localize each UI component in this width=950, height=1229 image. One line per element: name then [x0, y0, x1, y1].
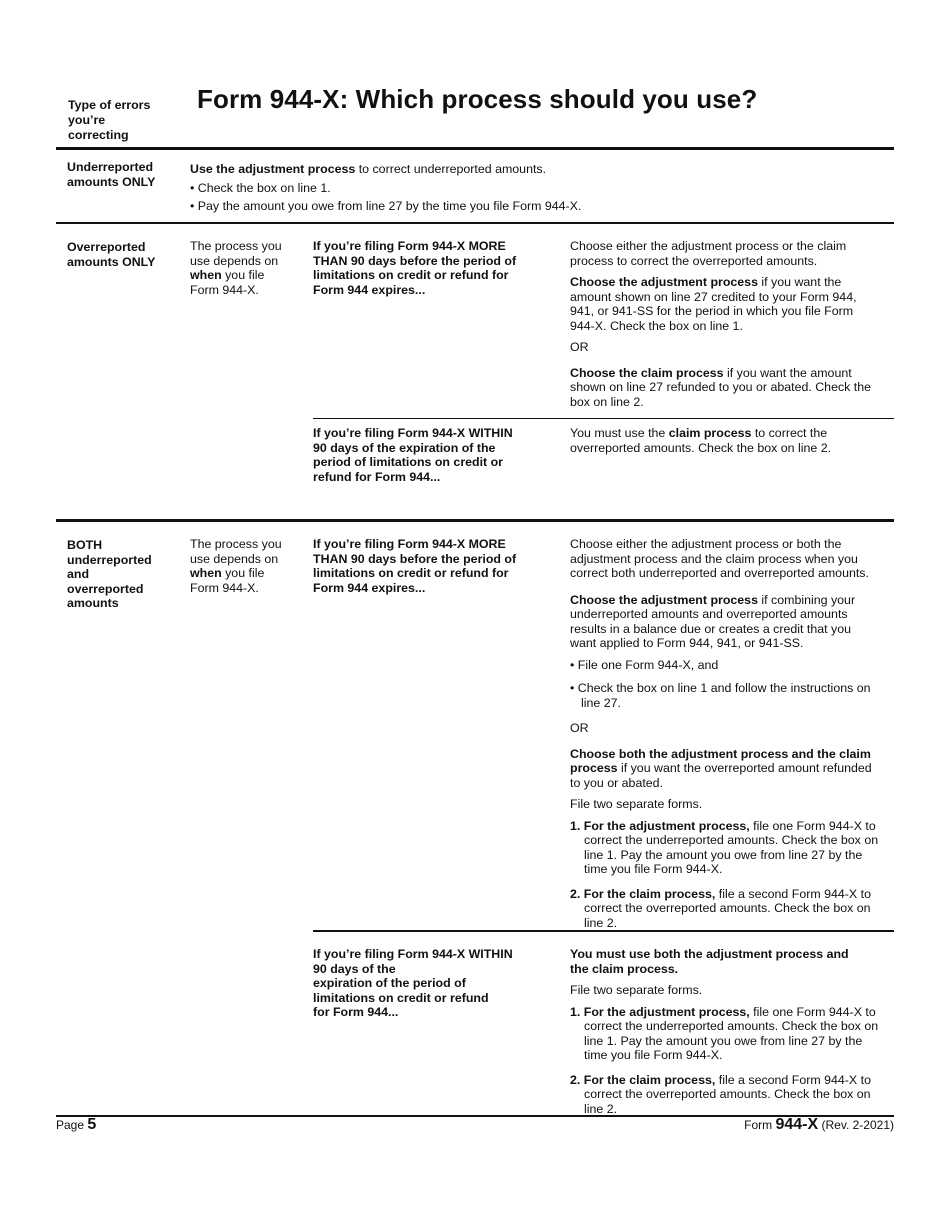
both-within-step-1-bold: 1. For the adjustment process, — [570, 1004, 750, 1019]
over-more-than-options — [570, 239, 880, 416]
both-more-than-options — [570, 537, 880, 937]
both-adjustment-rest: if combining your underreported amounts and overreported amounts results in a balance due or creates a credit that you want applied to Form 944, 941, or 941-SS. — [570, 592, 856, 650]
both-bullet-file-one: • File one Form 944-X, and — [570, 657, 719, 672]
both-subdivider — [313, 930, 894, 932]
both-within-step-2-bold: 2. For the claim process, — [570, 1072, 716, 1087]
both-both-option — [570, 747, 880, 791]
over-adjustment-option — [570, 275, 880, 333]
both-within-step-2-rest: file a second Form 944-X to correct the overreported amounts. Check the box on line 2. — [584, 1072, 871, 1116]
over-must-bold: claim process — [668, 426, 752, 440]
both-more-than-90: If you’re filing Form 944-X MORE THAN 90 days before the period of limitations on credit or refund for Form 944 expires... — [313, 537, 517, 595]
footer-divider — [56, 1115, 894, 1117]
column-header-type-of-errors: Type of errors you’re correcting — [68, 98, 151, 142]
form-label: Form — [744, 1118, 776, 1132]
both-step-2-bold: 2. For the claim process, — [570, 886, 716, 901]
page-number — [56, 1118, 96, 1133]
over-claim-option — [570, 366, 880, 410]
both-depends-text-2: you file Form 944-X. — [190, 566, 265, 595]
page-title: Form 944-X: Which process should you use? — [197, 84, 758, 114]
page-num: 5 — [87, 1116, 97, 1133]
both-step-2 — [570, 887, 880, 931]
over-subdivider — [313, 418, 894, 419]
form-num: 944-X — [775, 1116, 819, 1133]
both-both-bold: Choose both the adjustment process and the claim process — [570, 746, 871, 775]
both-step-1-rest: file one Form 944-X to correct the underreported amounts. Check the box on line 1. Pay the amount you owe from line 27 by the time you file Form 944-X. — [584, 818, 879, 876]
over-within-instruction — [570, 426, 880, 462]
both-depends-on-when — [190, 537, 290, 595]
both-adjustment-bold: Choose the adjustment process — [570, 592, 758, 607]
both-two-forms-2: File two separate forms. — [570, 983, 703, 997]
both-within-step-1 — [570, 1005, 880, 1063]
over-depends-when: when — [190, 268, 222, 282]
both-depends-when: when — [190, 566, 222, 580]
both-two-forms: File two separate forms. — [570, 797, 703, 811]
both-step-1 — [570, 819, 880, 877]
both-within-90 — [313, 947, 528, 1020]
over-choose-either: Choose either the adjustment process or the claim process to correct the overreported amounts. — [570, 239, 847, 268]
over-within-90: If you’re filing Form 944-X WITHIN 90 days of the expiration of the period of limitations on credit or refund for Form 944... — [313, 426, 513, 484]
both-within-line-1: If you’re filing Form 944-X WITHIN 90 days of the — [313, 947, 513, 976]
under-adjustment-bold: Use the adjustment process — [190, 162, 356, 176]
both-bullet-check-box: • Check the box on line 1 and follow the instructions on line 27. — [570, 681, 871, 710]
form-identifier — [744, 1118, 894, 1133]
both-adjustment-option — [570, 593, 880, 651]
type-underreported: Underreported amounts ONLY — [67, 160, 156, 189]
under-adjustment-rest: to correct underreported amounts. — [355, 162, 547, 176]
type-overreported: Overreported amounts ONLY — [67, 240, 156, 269]
under-bullet-check-box: • Check the box on line 1. — [190, 181, 331, 195]
over-adjustment-rest: if you want the amount shown on line 27 credited to your Form 944, 941, or 941-SS for the period in which you file Form 944-X. Check the box on line 1. — [570, 275, 857, 333]
page-label: Page — [56, 1118, 88, 1132]
under-adjustment-line — [190, 162, 840, 177]
both-within-step-2 — [570, 1073, 880, 1117]
section-divider-2 — [56, 519, 894, 522]
over-depends-text-2: you file Form 944-X. — [190, 268, 265, 297]
form-rev: (Rev. 2-2021) — [818, 1118, 894, 1132]
both-must-both: You must use both the adjustment process and the claim process. — [570, 947, 849, 976]
both-both-rest: if you want the overreported amount refunded to you or abated. — [570, 761, 872, 790]
over-adjustment-bold: Choose the adjustment process — [570, 275, 758, 289]
both-choose-either: Choose either the adjustment process or both the adjustment process and the claim process when you correct both underreported and overreported amounts. — [570, 537, 869, 580]
over-must-b: to correct the overreported amounts. Check the box on line 2. — [570, 426, 832, 455]
both-step-2-rest: file a second Form 944-X to correct the overreported amounts. Check the box on line 2. — [584, 886, 871, 930]
over-depends-text: The process you use depends on — [190, 239, 282, 268]
both-or: OR — [570, 721, 589, 735]
over-claim-bold: Choose the claim process — [570, 365, 724, 380]
section-divider-1 — [56, 222, 894, 224]
both-within-step-1-rest: file one Form 944-X to correct the underreported amounts. Check the box on line 1. Pay the amount you owe from line 27 by the time you file Form 944-X. — [584, 1004, 879, 1062]
type-both: BOTH underreported and overreported amounts — [67, 538, 152, 610]
both-within-instructions — [570, 947, 880, 1123]
over-must-claim — [570, 426, 880, 455]
both-depends-text: The process you use depends on — [190, 537, 282, 566]
over-depends-on-when — [190, 239, 290, 297]
both-step-1-bold: 1. For the adjustment process, — [570, 818, 750, 833]
over-more-than-90: If you’re filing Form 944-X MORE THAN 90 days before the period of limitations on credit or refund for Form 944 expires... — [313, 239, 517, 297]
over-must-a: You must use the — [570, 426, 669, 440]
both-within-line-2: expiration of the period of limitations on credit or refund — [313, 976, 489, 1005]
over-or: OR — [570, 340, 589, 354]
both-within-line-3: for Form 944... — [313, 1005, 399, 1019]
header-divider — [56, 147, 894, 150]
under-bullet-pay: • Pay the amount you owe from line 27 by the time you file Form 944-X. — [190, 199, 582, 213]
over-claim-rest: if you want the amount shown on line 27 refunded to you or abated. Check the box on line 2. — [570, 365, 872, 409]
